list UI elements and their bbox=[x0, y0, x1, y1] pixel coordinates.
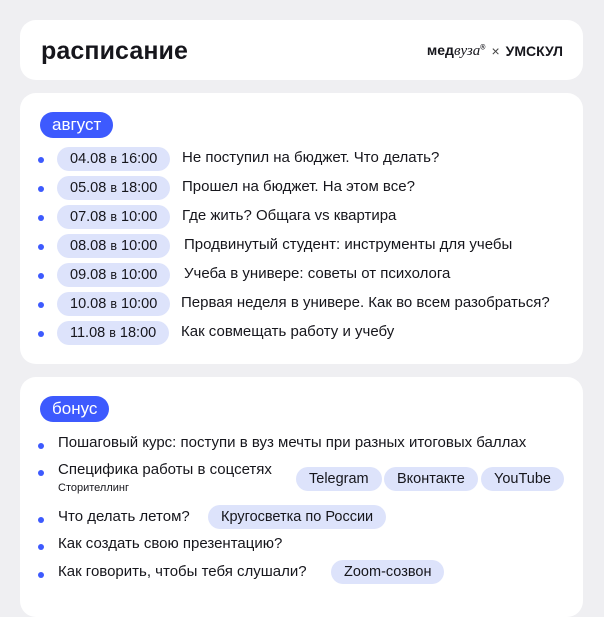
event-title: Учеба в универе: советы от психолога bbox=[184, 265, 451, 282]
event-row bbox=[20, 263, 583, 289]
event-title: Первая неделя в универе. Как во всем разобраться? bbox=[181, 294, 550, 311]
bonus-item-subtitle: Сторителлинг bbox=[58, 482, 129, 494]
tag-vkontakte: Вконтакте bbox=[384, 467, 478, 491]
event-date: 05.08 в 18:00 bbox=[57, 176, 170, 200]
bonus-item-text: Как создать свою презентацию? bbox=[58, 535, 283, 552]
event-date: 07.08 в 10:00 bbox=[57, 205, 170, 229]
event-row bbox=[20, 321, 583, 347]
bullet-icon bbox=[38, 331, 44, 337]
bullet-icon bbox=[38, 302, 44, 308]
bonus-item-text: Пошаговый курс: поступи в вуз мечты при разных итоговых баллах bbox=[58, 434, 527, 451]
brand-logos bbox=[427, 42, 563, 60]
event-date: 04.08 в 16:00 bbox=[57, 147, 170, 171]
bullet-icon bbox=[38, 215, 44, 221]
collab-x-icon: × bbox=[491, 43, 500, 59]
event-date: 11.08 в 18:00 bbox=[57, 321, 169, 345]
event-title: Продвинутый студент: инструменты для учебы bbox=[184, 236, 513, 253]
bullet-icon bbox=[38, 544, 44, 550]
bonus-item-text: Что делать летом? bbox=[58, 508, 190, 525]
bullet-icon bbox=[38, 572, 44, 578]
event-row bbox=[20, 292, 583, 318]
event-date: 08.08 в 10:00 bbox=[57, 234, 170, 258]
event-date: 10.08 в 10:00 bbox=[57, 292, 170, 316]
bullet-icon bbox=[38, 157, 44, 163]
tag-youtube: YouTube bbox=[481, 467, 564, 491]
bonus-heading: бонус bbox=[40, 396, 109, 422]
bonus-item-text: Специфика работы в соцсетях bbox=[58, 461, 272, 478]
bonus-card bbox=[20, 377, 583, 617]
umskul-logo: УМСКУЛ bbox=[505, 43, 563, 59]
event-title: Где жить? Общага vs квартира bbox=[182, 207, 397, 224]
event-title: Прошел на бюджет. На этом все? bbox=[182, 178, 415, 195]
event-row bbox=[20, 147, 583, 173]
tag-zoom-call: Zoom-созвон bbox=[331, 560, 444, 584]
bullet-icon bbox=[38, 273, 44, 279]
event-title: Не поступил на бюджет. Что делать? bbox=[182, 149, 440, 166]
event-row bbox=[20, 176, 583, 202]
bullet-icon bbox=[38, 517, 44, 523]
header-card bbox=[20, 20, 583, 80]
medvuza-logo: медвуза® bbox=[426, 42, 486, 59]
tag-telegram: Telegram bbox=[296, 467, 382, 491]
bullet-icon bbox=[38, 244, 44, 250]
bonus-item-text: Как говорить, чтобы тебя слушали? bbox=[58, 563, 307, 580]
page-title: расписание bbox=[41, 37, 189, 65]
bullet-icon bbox=[38, 470, 44, 476]
august-heading: август bbox=[40, 112, 113, 138]
august-card bbox=[20, 93, 583, 364]
bullet-icon bbox=[38, 443, 44, 449]
tag-trip-russia: Кругосветка по России bbox=[208, 505, 386, 529]
bullet-icon bbox=[38, 186, 44, 192]
event-row bbox=[20, 205, 583, 231]
event-title: Как совмещать работу и учебу bbox=[181, 323, 395, 340]
event-date: 09.08 в 10:00 bbox=[57, 263, 170, 287]
event-row bbox=[20, 234, 583, 260]
